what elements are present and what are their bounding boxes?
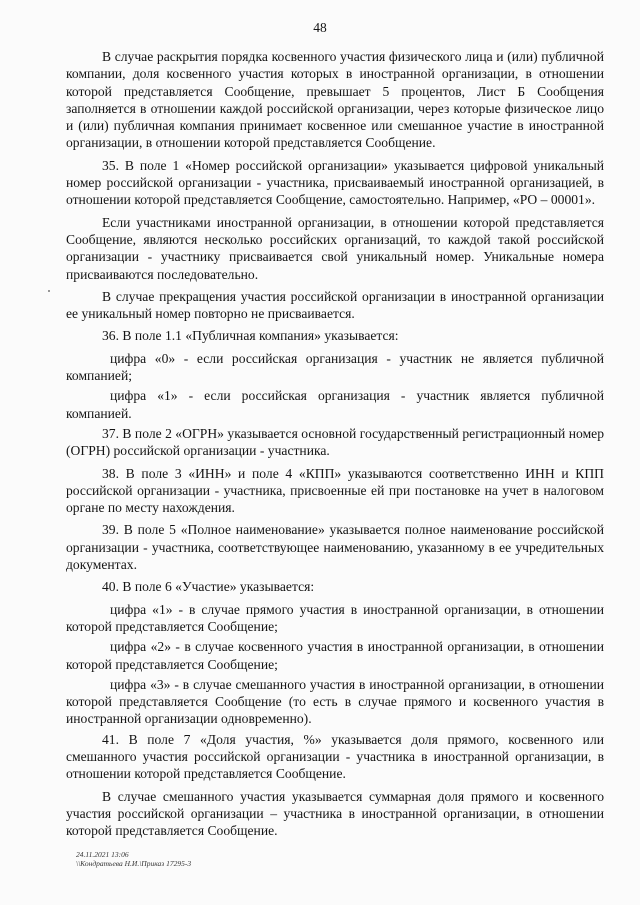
- paragraph-38: 38. В поле 3 «ИНН» и поле 4 «КПП» указываются соответственно ИНН и КПП российской организации - участника, присвоенные ей при постановке на учет в налоговом органе по месту нахождения.: [66, 465, 604, 516]
- paragraph-39: 39. В поле 5 «Полное наименование» указывается полное наименование российской организации - участника, соответствующее наименованию, указанному в ее учредительных документах.: [66, 522, 604, 573]
- document-body: [66, 48, 604, 844]
- document-footer: [76, 850, 191, 868]
- paragraph-40: 40. В поле 6 «Участие» указывается:: [102, 579, 315, 595]
- paragraph-37: 37. В поле 2 «ОГРН» указывается основной государственный регистрационный номер (ОГРН) российской организации - участника.: [66, 425, 604, 459]
- paragraph-41: 41. В поле 7 «Доля участия, %» указывается доля прямого, косвенного или смешанного участия российской организации - участника в иностранной организации, в отношении которой представляется Сообщение.: [66, 731, 604, 782]
- paragraph-mixed-participation: В случае смешанного участия указывается суммарная доля прямого и косвенного участия российской организации – участника в иностранной организации, в отношении которой представляется Сообщение.: [66, 788, 604, 839]
- page-number: 48: [313, 20, 327, 35]
- paragraph-35: 35. В поле 1 «Номер российской организации» указывается цифровой уникальный номер российской организации - участника, присваиваемый иностранной организацией, в отношении которой представляется Сообщение, самостоятельно. Например, «РО – 00001».: [66, 157, 604, 208]
- paragraph-36-digit-0: цифра «0» - если российская организация - участник не является публичной компанией;: [66, 350, 604, 384]
- footer-reference: \\Кондратьева Н.И.\Приказ 17295-3: [76, 859, 192, 868]
- paragraph-40-digit-3: цифра «3» - в случае смешанного участия в иностранной организации, в отношении которой представляется Сообщение (то есть в случае прямого и косвенного участия в иностранной организации одновременно).: [66, 676, 604, 727]
- paragraph-36-digit-1: цифра «1» - если российская организация - участник является публичной компанией.: [66, 388, 604, 421]
- scan-speck: [48, 290, 50, 292]
- paragraph-termination: В случае прекращения участия российской организации в иностранной организации ее уникальный номер повторно не присваивается.: [66, 288, 604, 322]
- paragraph-multiple-orgs: Если участниками иностранной организации, в отношении которой представляется Сообщение, являются несколько российских организаций, то каждой такой российской организации - участнику присваивается свой уникальный номер. Уникальные номера присваиваются последовательно.: [66, 214, 604, 282]
- footer-timestamp: 24.11.2021 13:06: [76, 850, 129, 859]
- paragraph-disclosure: В случае раскрытия порядка косвенного участия физического лица и (или) публичной компании, доля косвенного участия которых в иностранной организации, в отношении которой представляется Сообщение, превышает 5 процентов, Лист Б Сообщения заполняется в отношении каждой российской организации, через которые физическое лицо и (или) публичная компания принимает косвенное или смешанное участие в иностранной организации, в отношении которой представляется Сообщение.: [66, 49, 604, 151]
- paragraph-40-digit-2: цифра «2» - в случае косвенного участия в иностранной организации, в отношении которой представляется Сообщение;: [66, 639, 604, 672]
- paragraph-36: 36. В поле 1.1 «Публичная компания» указывается:: [102, 328, 399, 344]
- paragraph-40-digit-1: цифра «1» - в случае прямого участия в иностранной организации, в отношении которой представляется Сообщение;: [66, 601, 604, 634]
